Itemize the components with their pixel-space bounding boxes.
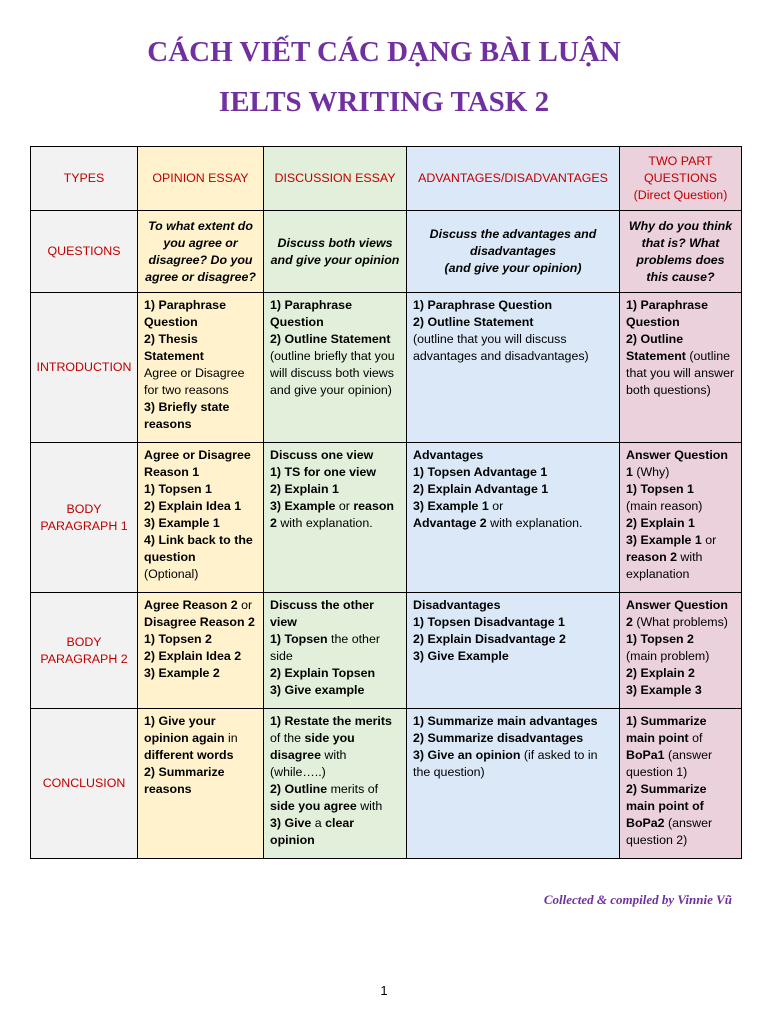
row-label-line: BODY: [66, 501, 102, 516]
cell-fragment: different words: [144, 748, 234, 762]
cell-line: [270, 499, 394, 530]
conclusion-row: [31, 709, 742, 859]
cell-fragment: (answer question 1): [626, 748, 713, 779]
twopart-conclusion-cell: [620, 709, 742, 859]
page-number: 1: [380, 983, 388, 998]
cell-fragment: reason 2: [270, 499, 394, 530]
discussion-body2-cell: [264, 593, 407, 709]
cell-fragment: 3) Example 1: [626, 533, 702, 547]
opinion-conclusion-cell: [138, 709, 264, 859]
cell-fragment: BoPa1: [626, 748, 665, 762]
cell-fragment: side you disagree: [270, 731, 355, 762]
cell-line: [270, 713, 400, 781]
header-advantages-disadvantages: ADVANTAGES/DISADVANTAGES: [407, 147, 620, 211]
cell-fragment: Agree Reason 2: [144, 598, 238, 612]
cell-fragment: with explanation.: [486, 516, 583, 530]
discussion-body1-cell: [264, 443, 407, 593]
advdis-question-line: Discuss the advantages and disadvantages: [429, 227, 597, 258]
cell-line: (main problem): [626, 649, 710, 663]
cell-fragment: 1) Give your opinion again: [144, 714, 225, 745]
advdis-conclusion-cell: [407, 709, 620, 859]
cell-line: Discuss one view: [270, 448, 374, 462]
cell-line: 1) Topsen 2: [626, 632, 694, 646]
page-subtitle: IELTS WRITING TASK 2: [218, 86, 550, 118]
cell-fragment: or: [335, 499, 354, 513]
cell-fragment: 3) Example 1: [413, 499, 489, 513]
cell-line: Agree or Disagree for two reasons: [144, 366, 245, 397]
opinion-introduction-cell: [138, 293, 264, 443]
advdis-question-line: (and give your opinion): [444, 261, 582, 275]
header-two-part-line: QUESTIONS: [644, 171, 717, 185]
cell-line: 2) Explain 2: [626, 666, 695, 680]
row-label-line: PARAGRAPH 1: [40, 518, 128, 533]
cell-fragment: clear opinion: [270, 816, 355, 847]
cell-line: 2) Explain 1: [626, 516, 695, 530]
cell-line: 1) Topsen Advantage 1: [413, 465, 548, 479]
cell-line: 1) Paraphrase Question: [270, 298, 352, 329]
cell-line: Discuss the other view: [270, 598, 374, 629]
cell-line: 3) Example 3: [626, 683, 702, 697]
discussion-question-cell: Discuss both views and give your opinion: [264, 211, 407, 293]
cell-fragment: a: [311, 816, 326, 830]
cell-line: [144, 713, 257, 764]
twopart-body1-cell: [620, 443, 742, 593]
cell-fragment: 3) Give an opinion: [413, 748, 521, 762]
header-row: [31, 147, 742, 211]
cell-fragment: 1) Summarize main point: [626, 714, 707, 745]
cell-fragment: of: [688, 731, 703, 745]
row-label-questions: QUESTIONS: [31, 211, 138, 293]
cell-line: 3) Briefly state reasons: [144, 400, 230, 431]
advdis-question-cell: [407, 211, 620, 293]
body-paragraph-1-row: [31, 443, 742, 593]
cell-fragment: side you agree: [270, 799, 357, 813]
cell-fragment: 1) Restate the merits: [270, 714, 392, 728]
cell-fragment: 2) Summarize main point of BoPa2: [626, 782, 707, 830]
cell-fragment: Answer Question 2: [626, 598, 728, 629]
cell-fragment: with explanation.: [276, 516, 373, 530]
cell-line: [626, 533, 716, 581]
cell-line: 2) Outline Statement: [413, 315, 534, 329]
cell-line: [626, 597, 735, 631]
cell-line: 3) Give Example: [413, 649, 509, 663]
row-label-body-paragraph-2: [31, 593, 138, 709]
cell-line: 1) Paraphrase Question: [413, 298, 553, 312]
cell-fragment: merits of: [327, 782, 379, 796]
cell-line: 1) Paraphrase Question: [626, 298, 708, 329]
header-opinion-essay: OPINION ESSAY: [138, 147, 264, 211]
body-paragraph-2-row: [31, 593, 742, 709]
compiler-credit: Collected & compiled by Vinnie Vũ: [543, 892, 732, 907]
cell-line: [626, 781, 735, 849]
header-types: TYPES: [31, 147, 138, 211]
header-two-part-line: (Direct Question): [633, 188, 728, 202]
cell-line: [413, 747, 613, 781]
cell-line: 2) Summarize reasons: [144, 765, 225, 796]
opinion-body2-cell: [138, 593, 264, 709]
cell-fragment: Advantage 2: [413, 516, 487, 530]
cell-line: Agree or Disagree Reason 1: [144, 448, 251, 479]
cell-line: [626, 713, 735, 781]
cell-line: 2) Outline Statement: [270, 332, 391, 346]
row-label-introduction: INTRODUCTION: [31, 293, 138, 443]
cell-line: Advantages: [413, 448, 484, 462]
cell-fragment: the other side: [270, 632, 380, 663]
cell-line: 1) Topsen 1: [144, 482, 212, 496]
cell-fragment: Answer Question 1: [626, 448, 728, 479]
header-two-part-line: TWO PART: [648, 154, 713, 168]
cell-line: 1) Topsen 1: [626, 482, 694, 496]
opinion-body1-cell: [138, 443, 264, 593]
cell-line: [413, 515, 613, 532]
cell-line: 2) Explain Topsen: [270, 666, 376, 680]
cell-line: 2) Explain Idea 2: [144, 649, 242, 663]
cell-fragment: 2) Outline Statement: [626, 332, 686, 363]
cell-fragment: 1) Topsen: [270, 632, 328, 646]
cell-line: (main reason): [626, 499, 703, 513]
cell-fragment: or: [701, 533, 717, 547]
cell-fragment: or: [237, 598, 253, 612]
cell-fragment: 3) Example: [270, 499, 336, 513]
cell-fragment: 3) Give: [270, 816, 312, 830]
cell-fragment: 2) Outline: [270, 782, 328, 796]
cell-fragment: (What problems): [632, 615, 728, 629]
cell-line: [626, 447, 735, 481]
cell-line: 1) Paraphrase Question: [144, 298, 226, 329]
cell-line: 3) Example 2: [144, 666, 220, 680]
twopart-question-cell: Why do you think that is? What problems does this cause?: [620, 211, 742, 293]
cell-fragment: of the: [270, 731, 305, 745]
cell-fragment: in: [224, 731, 238, 745]
row-label-line: PARAGRAPH 2: [40, 651, 128, 666]
opinion-question-cell: To what extent do you agree or disagree? Do you agree or disagree?: [138, 211, 264, 293]
cell-line: [270, 815, 400, 849]
cell-line: 2) Explain Disadvantage 2: [413, 632, 566, 646]
essay-structure-table: [30, 146, 742, 859]
cell-fragment: (if asked to in the question): [413, 748, 598, 779]
row-label-conclusion: CONCLUSION: [31, 709, 138, 859]
cell-fragment: (outline that you will answer both questions): [626, 349, 735, 397]
twopart-body2-cell: [620, 593, 742, 709]
header-discussion-essay: DISCUSSION ESSAY: [264, 147, 407, 211]
twopart-introduction-cell: [620, 293, 742, 443]
cell-line: [270, 631, 400, 665]
cell-line: (outline briefly that you will discuss both views and give your opinion): [270, 349, 395, 397]
cell-line: [413, 498, 613, 515]
cell-fragment: with: [356, 799, 383, 813]
advdis-body2-cell: [407, 593, 620, 709]
questions-row: [31, 211, 742, 293]
cell-line: 3) Give example: [270, 683, 365, 697]
cell-fragment: (Why): [632, 465, 670, 479]
cell-line: 1) Topsen 2: [144, 632, 212, 646]
header-two-part-questions: [620, 147, 742, 211]
cell-line: (outline that you will discuss advantages and disadvantages): [413, 332, 589, 363]
row-label-body-paragraph-1: [31, 443, 138, 593]
cell-fragment: (answer question 2): [626, 816, 713, 847]
cell-line: 2) Summarize disadvantages: [413, 731, 584, 745]
advdis-introduction-cell: [407, 293, 620, 443]
cell-line: [144, 597, 257, 631]
cell-line: 4) Link back to the question: [144, 533, 253, 564]
cell-fragment: with (while…..): [270, 748, 347, 779]
cell-line: 1) TS for one view: [270, 465, 377, 479]
cell-line: (Optional): [144, 567, 199, 581]
cell-fragment: or: [488, 499, 504, 513]
cell-line: 3) Example 1: [144, 516, 220, 530]
cell-fragment: reason 2: [626, 550, 677, 564]
cell-line: 2) Explain Idea 1: [144, 499, 242, 513]
cell-fragment: Disagree Reason 2: [144, 615, 255, 629]
row-label-line: BODY: [66, 634, 102, 649]
cell-line: 1) Summarize main advantages: [413, 714, 598, 728]
page-title: CÁCH VIẾT CÁC DẠNG BÀI LUẬN: [147, 36, 621, 68]
advdis-body1-cell: [407, 443, 620, 593]
cell-line: 1) Topsen Disadvantage 1: [413, 615, 565, 629]
discussion-introduction-cell: [264, 293, 407, 443]
cell-line: Disadvantages: [413, 598, 501, 612]
cell-line: 2) Thesis Statement: [144, 332, 204, 363]
cell-line: [626, 332, 734, 397]
cell-fragment: with explanation: [626, 550, 703, 581]
cell-line: [270, 781, 400, 815]
introduction-row: [31, 293, 742, 443]
cell-line: 2) Explain Advantage 1: [413, 482, 549, 496]
discussion-conclusion-cell: [264, 709, 407, 859]
cell-line: 2) Explain 1: [270, 482, 339, 496]
